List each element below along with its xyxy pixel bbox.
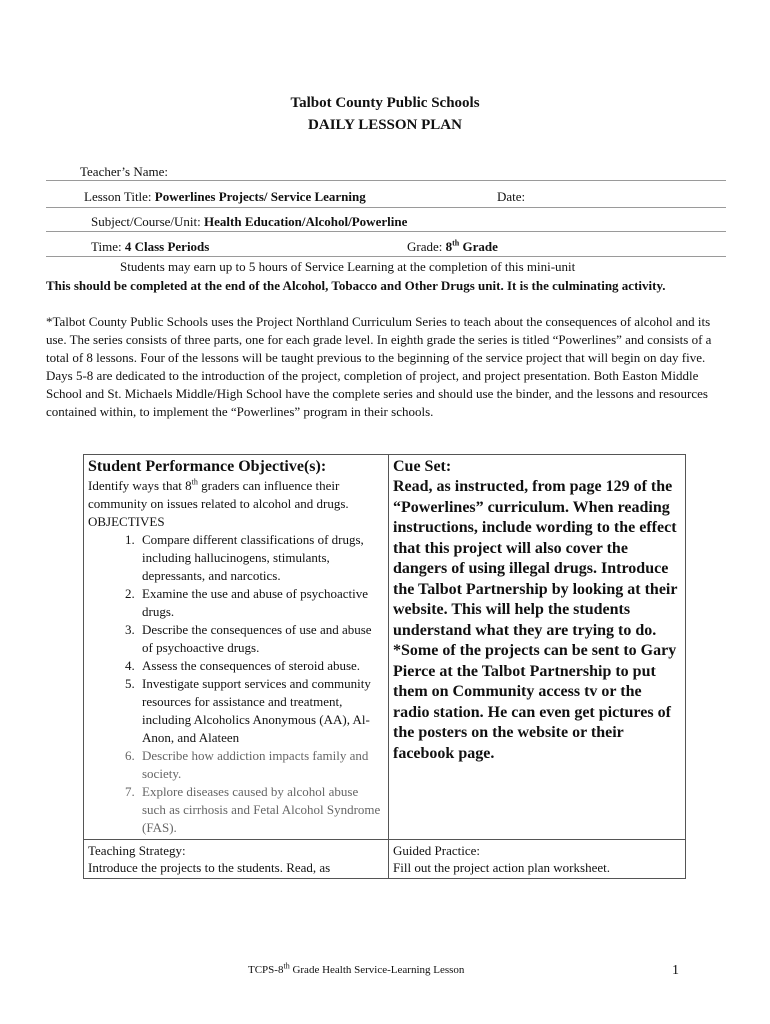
- list-item: 2. Examine the use and abuse of psychoactive drugs.: [138, 585, 384, 621]
- teaching-strategy-cell: [84, 840, 389, 879]
- grade-number: 8: [445, 239, 453, 254]
- page-number: 1: [672, 963, 679, 978]
- subject-row: [91, 214, 407, 230]
- list-item: 1. Compare different classifications of drugs, including hallucinogens, stimulants, depressants, and narcotics.: [138, 531, 384, 585]
- cue-set-text: Read, as instructed, from page 129 of the “Powerlines” curriculum. When reading instructions, include wording to the effect that this project will also cover the dangers of using illegal drugs. Introduce the Talbot Partnership by looking at their website. This will help the students understand what they are trying to do. *Some of the projects can be sent to Gary Pierce at the Talbot Partnership to put them on Community access tv or the radio station. He can even get pictures of the posters on the website or their facebook page.: [393, 478, 678, 762]
- cue-set-header: Cue Set:: [393, 458, 452, 475]
- date-label: Date:: [497, 189, 526, 204]
- spo-text: Identify ways that 8th graders can influence their community on issues related to alcohol and drugs.: [88, 477, 349, 511]
- grade-suffix: th: [452, 238, 460, 248]
- spo-header: Student Performance Objective(s):: [88, 458, 327, 475]
- list-item: 7. Explore diseases caused by alcohol abuse such as cirrhosis and Fetal Alcohol Syndrome (FAS).: [138, 783, 384, 837]
- time-row: [91, 239, 209, 255]
- teaching-strategy-header: Teaching Strategy:: [88, 843, 186, 858]
- lesson-title-value: Powerlines Projects/ Service Learning: [154, 189, 366, 204]
- curriculum-paragraph: *Talbot County Public Schools uses the Project Northland Curriculum Series to teach about the consequences of alcohol and its use. The series consists of three parts, one for each grade level. In eighth grade the series is titled “Powerlines” and consists of a total of 8 lessons. Four of the lessons will be taught previous to the beginning of the service project that will begin on day five. Days 5-8 are dedicated to the introduction of the project, completion of project, and project presentation. Both Easton Middle School and St. Michaels Middle/High School have the complete series and should use the binder, and the lessons and resources contained within, to implement the “Powerlines” program in their schools.: [46, 314, 712, 419]
- guided-practice-text: Fill out the project action plan worksheet.: [393, 860, 610, 875]
- doc-title: DAILY LESSON PLAN: [308, 117, 462, 133]
- divider: [46, 256, 726, 257]
- list-item: 5. Investigate support services and community resources for assistance and treatment, including Alcoholics Anonymous (AA), Al-Anon, and Alateen: [138, 675, 384, 747]
- cue-set-cell: [389, 455, 686, 840]
- divider: [46, 180, 726, 181]
- lesson-title-label: Lesson Title:: [84, 189, 152, 204]
- subject-value: Health Education/Alcohol/Powerline: [204, 214, 408, 229]
- page-footer: TCPS-8th Grade Health Service-Learning Lesson: [248, 961, 465, 976]
- divider: [46, 231, 726, 232]
- grade-row: [407, 239, 498, 255]
- guided-practice-cell: [389, 840, 686, 879]
- list-item: 6. Describe how addiction impacts family and society.: [138, 747, 384, 783]
- objectives-header: OBJECTIVES: [88, 514, 165, 529]
- objectives-list: [88, 531, 384, 837]
- subject-label: Subject/Course/Unit:: [91, 214, 201, 229]
- list-item: 3. Describe the consequences of use and abuse of psychoactive drugs.: [138, 621, 384, 657]
- lesson-plan-table: [83, 454, 686, 879]
- list-item: 4. Assess the consequences of steroid abuse.: [138, 657, 384, 675]
- teacher-name-label: Teacher’s Name:: [80, 164, 168, 179]
- divider: [46, 207, 726, 208]
- culminating-note: This should be completed at the end of the Alcohol, Tobacco and Other Drugs unit. It is the culminating activity.: [46, 278, 666, 293]
- teaching-strategy-text: Introduce the projects to the students. Read, as: [88, 860, 331, 875]
- objectives-cell: [84, 455, 389, 840]
- service-learning-note: Students may earn up to 5 hours of Service Learning at the completion of this mini-unit: [120, 259, 576, 274]
- grade-label: Grade:: [407, 239, 443, 254]
- time-label: Time:: [91, 239, 122, 254]
- lesson-title-row: [84, 189, 366, 205]
- guided-practice-header: Guided Practice:: [393, 843, 480, 858]
- grade-word: Grade: [462, 239, 498, 254]
- org-title: Talbot County Public Schools: [290, 95, 480, 111]
- time-value: 4 Class Periods: [124, 239, 210, 254]
